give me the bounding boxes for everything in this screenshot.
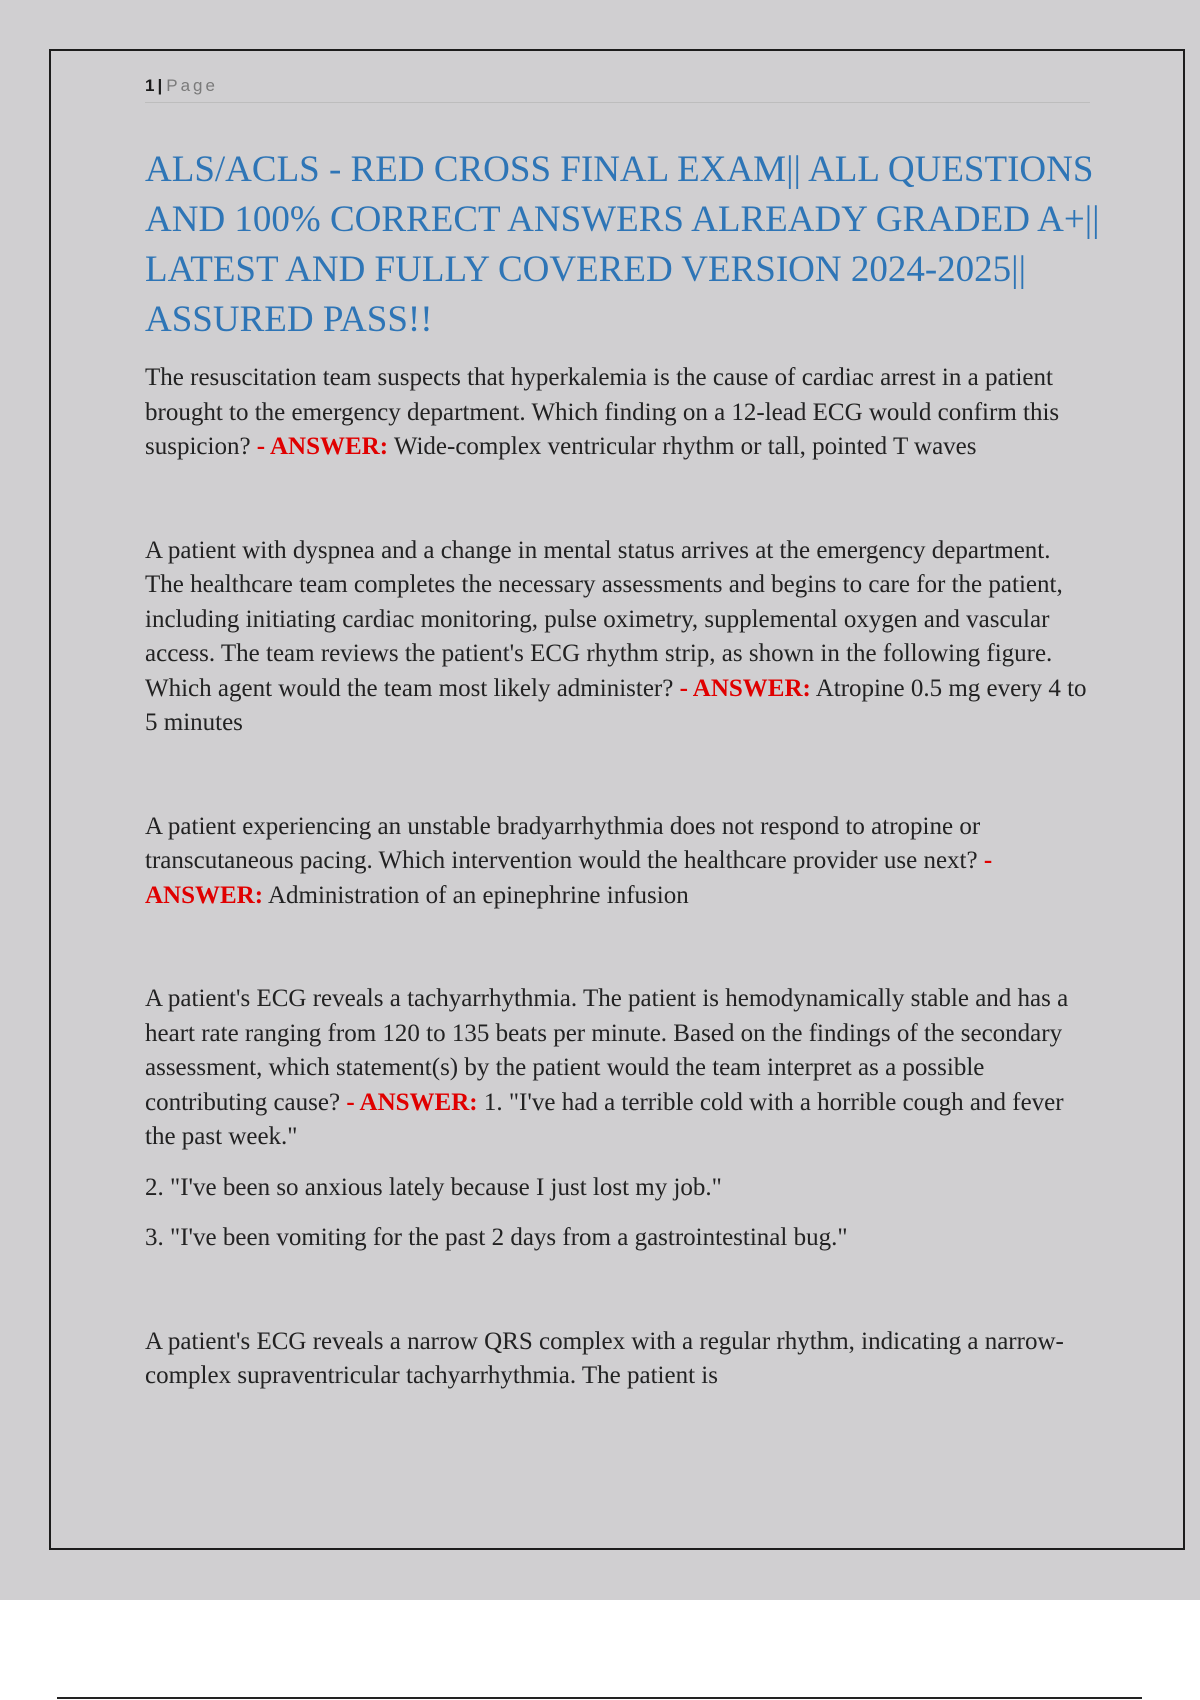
footer-divider <box>57 1697 1142 1699</box>
page-number: 1 <box>145 76 155 95</box>
question-text: A patient with dyspnea and a change in mental status arrives at the emergency department. The healthcare team completes the necessary assessments and begins to care for the patient, including initiating cardiac monitoring, pulse oximetry, supplemental oxygen and vascular access. The team reviews the patient's ECG rhythm strip, as shown in the following figure. Which agent would the team most likely administer? <box>145 536 1063 702</box>
answer-label: - ANSWER: <box>346 1088 478 1116</box>
qa-item-4 <box>145 982 1090 1155</box>
question-text: A patient's ECG reveals a tachyarrhythmia. The patient is hemodynamically stable and has a heart rate ranging from 120 to 135 beats per minute. Based on the findings of the secondary assessment, which statement(s) by the patient would the team interpret as a possible contributing cause? <box>145 985 1069 1116</box>
qa-item-1 <box>145 361 1090 465</box>
qa-item-5 <box>145 1325 1090 1394</box>
qa-item-2 <box>145 534 1090 741</box>
question-text: The resuscitation team suspects that hyperkalemia is the cause of cardiac arrest in a patient brought to the emergency department. Which finding on a 12-lead ECG would confirm this suspicion? <box>145 364 1060 460</box>
answer-text: Atropine 0.5 mg every 4 to 5 minutes <box>145 674 1087 736</box>
answer-label: - ANSWER: <box>256 433 389 460</box>
answer-text: 1. "I've had a terrible cold with a horrible cough and fever the past week." <box>145 1088 1064 1150</box>
page-separator: | <box>157 76 163 95</box>
answer-list-item: 3. "I've been vomiting for the past 2 days from a gastrointestinal bug." <box>145 1224 848 1251</box>
qa-list <box>145 361 1090 1394</box>
answer-label: - ANSWER: <box>145 847 993 909</box>
answer-text: Wide-complex ventricular rhythm or tall, pointed T waves <box>393 433 977 460</box>
answer-text: Administration of an epinephrine infusion <box>267 881 689 909</box>
document-title: ALS/ACLS - RED CROSS FINAL EXAM|| ALL QUESTIONS AND 100% CORRECT ANSWERS ALREADY GRADED A+|| LATEST AND FULLY COVERED VERSION 2024-2025|| ASSURED PASS!! <box>145 149 1100 340</box>
question-text: A patient experiencing an unstable bradyarrhythmia does not respond to atropine or transcutaneous pacing. Which intervention would the healthcare provider use next? <box>145 812 981 874</box>
page-header <box>145 74 1090 103</box>
question-text: A patient's ECG reveals a narrow QRS complex with a regular rhythm, indicating a narrow-complex supraventricular tachyarrhythmia. The patient is <box>145 1327 1064 1389</box>
answer-list-item: 2. "I've been so anxious lately because I just lost my job." <box>145 1173 722 1201</box>
page-word: Page <box>166 76 218 95</box>
qa-item-3 <box>145 810 1090 914</box>
answer-label: - ANSWER: <box>679 674 811 702</box>
